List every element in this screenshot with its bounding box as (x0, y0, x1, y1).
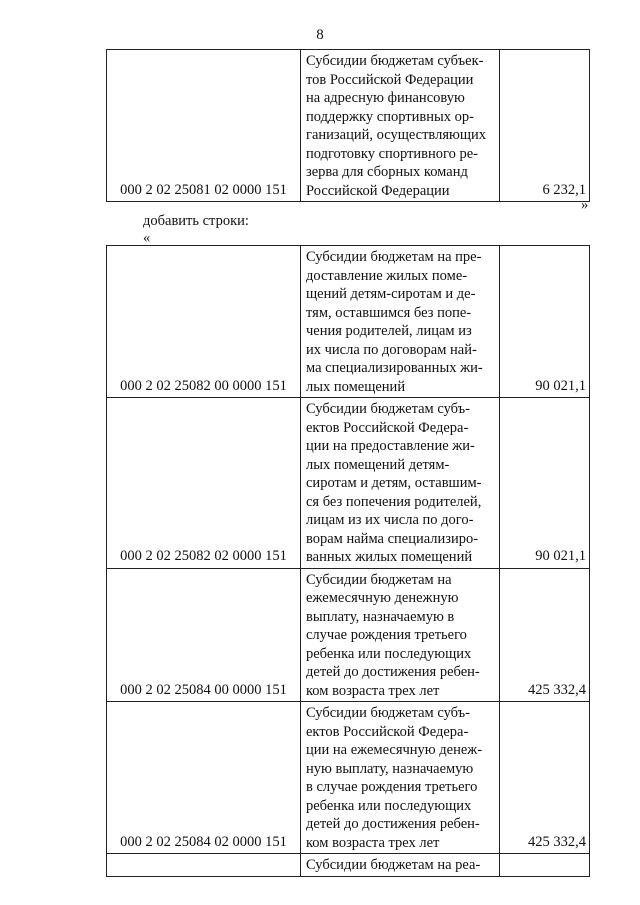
description-cell (301, 50, 500, 202)
description-line: ванных жилых помещений (306, 549, 473, 565)
description-line: ком возраста трех лет (306, 834, 440, 851)
description-cell (301, 702, 500, 854)
budget-code-cell (107, 854, 301, 877)
table-row (107, 398, 590, 569)
description-cell (301, 854, 500, 877)
budget-code-cell: 000 2 02 25084 00 0000 151 (107, 568, 301, 702)
description-line: в случае рождения третьего (306, 779, 478, 795)
description-line: ребенка или последующих (306, 797, 472, 814)
opening-quote: « (143, 230, 151, 246)
description-line: ганизаций, осуществляющих (306, 127, 487, 143)
amount-cell: 90 021,1 (500, 398, 590, 569)
description-line: Субсидии бюджетам на пре- (306, 249, 482, 265)
table-row (107, 568, 590, 702)
budget-code-cell: 000 2 02 25084 02 0000 151 (107, 702, 301, 854)
description-line: ектов Российской Федера- (306, 419, 469, 436)
description-line: ектов Российской Федера- (306, 723, 469, 740)
description-line: детей до достижения ребен- (306, 816, 480, 832)
description-line: ком возраста трех лет (306, 682, 440, 699)
description-line: щений детям-сиротам и де- (306, 286, 476, 302)
description-line: случае рождения третьего (306, 627, 467, 643)
description-line: Субсидии бюджетам на (306, 571, 452, 588)
description-line: сиротам и детям, оставшим- (306, 475, 482, 491)
budget-code-table-added (106, 245, 590, 877)
add-rows-instruction: добавить строки: (143, 213, 249, 229)
description-line: ции на ежемесячную денеж- (306, 742, 483, 758)
description-line: ции на предоставление жи- (306, 438, 475, 454)
description-line: их числа по договорам най- (306, 341, 477, 358)
description-line: ма специализированных жи- (306, 360, 483, 376)
description-line: поддержку спортивных ор- (306, 108, 474, 125)
description-line: Субсидии бюджетам субъ- (306, 705, 470, 721)
description-cell (301, 398, 500, 569)
description-cell (301, 246, 500, 398)
description-line: тям, оставшимся без попе- (306, 304, 472, 321)
description-line: Субсидии бюджетам субъ- (306, 401, 470, 417)
description-line: ежемесячную денежную (306, 590, 459, 606)
table-row (107, 702, 590, 854)
amount-cell: 425 332,4 (500, 702, 590, 854)
description-line: чения родителей, лицам из (306, 323, 472, 339)
budget-code-cell: 000 2 02 25082 02 0000 151 (107, 398, 301, 569)
table-row (107, 50, 590, 202)
description-line: ребенка или последующих (306, 645, 472, 662)
amount-cell (500, 854, 590, 877)
amount-cell: 425 332,4 (500, 568, 590, 702)
closing-quote: » (581, 197, 589, 213)
budget-code-cell: 000 2 02 25082 00 0000 151 (107, 246, 301, 398)
description-line: лых помещений (306, 378, 406, 395)
page-number: 8 (316, 27, 324, 43)
description-line: зерва для сборных команд (306, 164, 468, 180)
description-line: Субсидии бюджетам на реа- (306, 857, 481, 873)
amount-cell: 90 021,1 (500, 246, 590, 398)
description-line: выплату, назначаемую в (306, 608, 455, 625)
amount-cell: 6 232,1 (500, 50, 590, 202)
description-line: детей до достижения ребен- (306, 664, 480, 680)
description-line: ся без попечения родителей, (306, 493, 482, 510)
description-cell (301, 568, 500, 702)
description-line: ную выплату, назначаемую (306, 760, 474, 777)
description-line: Субсидии бюджетам субъек- (306, 53, 484, 69)
description-line: Российской Федерации (306, 182, 450, 199)
description-line: подготовку спортивного ре- (306, 145, 479, 162)
description-line: тов Российской Федерации (306, 71, 474, 88)
description-line: лых помещений детям- (306, 456, 450, 473)
description-line: лицам из их числа по дого- (306, 512, 474, 528)
table-row (107, 854, 590, 877)
description-line: доставление жилых поме- (306, 267, 468, 284)
description-line: ворам найма специализиро- (306, 530, 479, 547)
budget-code-cell: 000 2 02 25081 02 0000 151 (107, 50, 301, 202)
budget-code-table-top (106, 49, 590, 202)
table-row (107, 246, 590, 398)
description-line: на адресную финансовую (306, 90, 465, 106)
